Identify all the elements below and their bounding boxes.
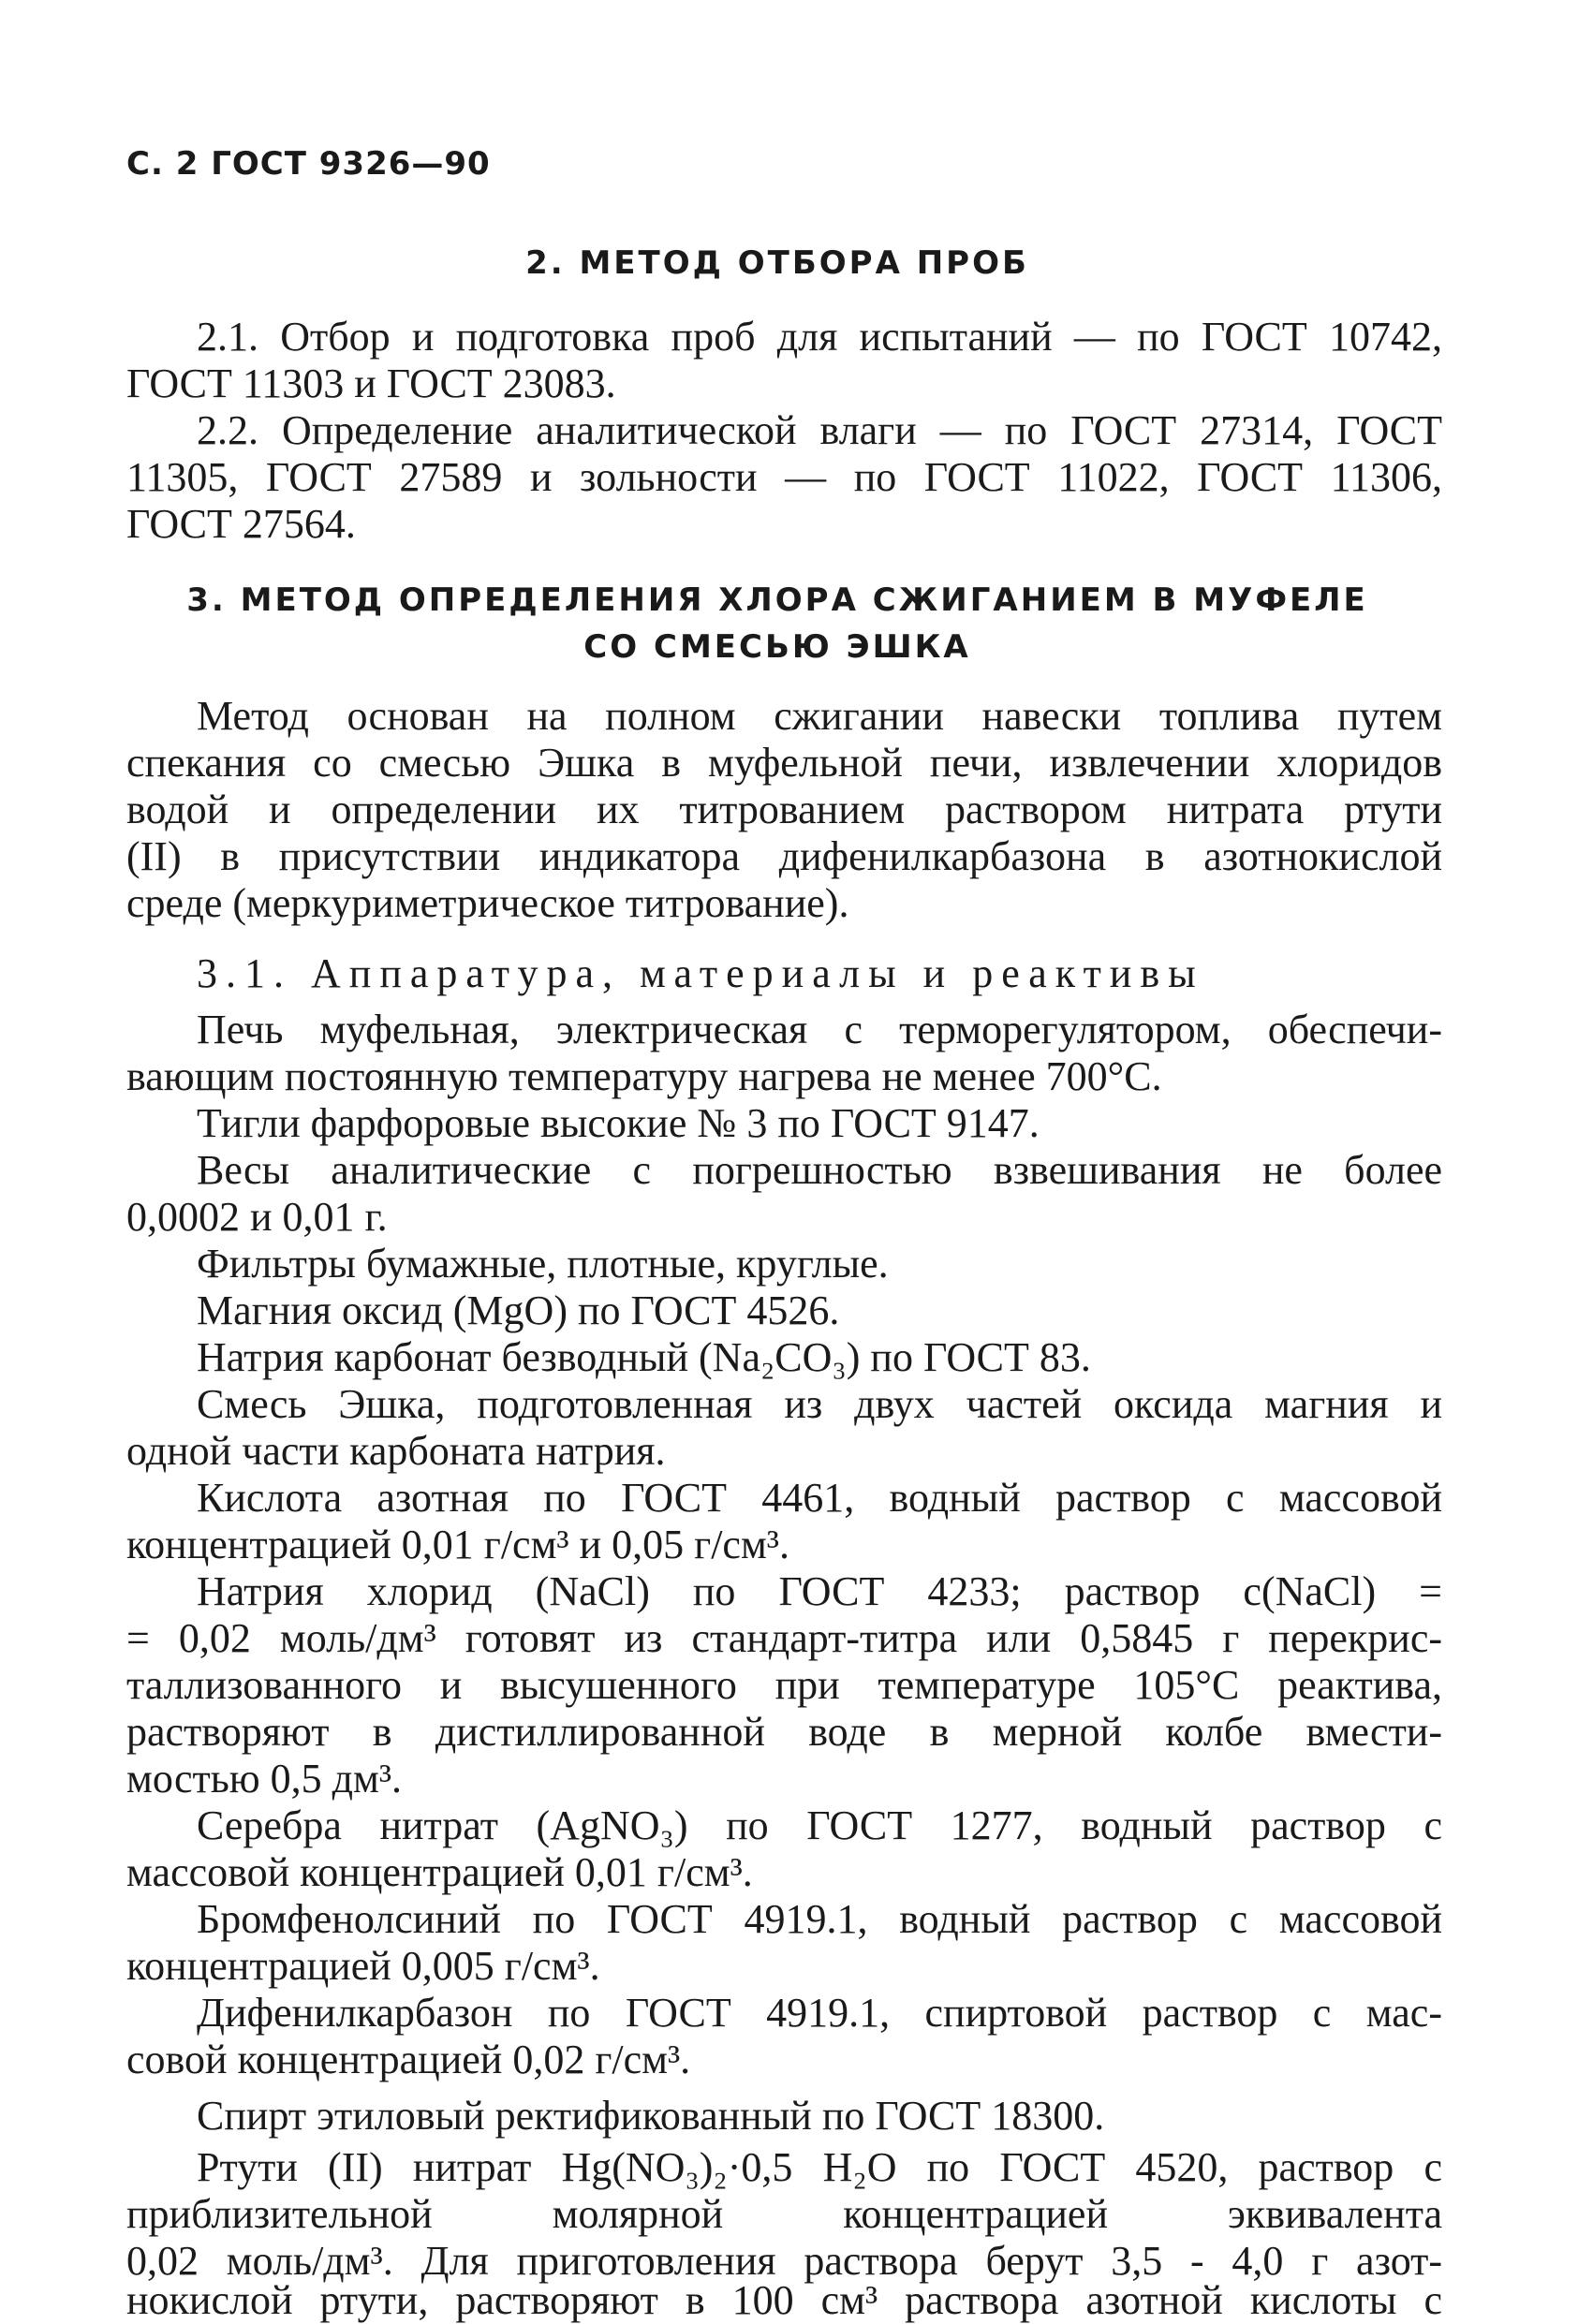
section-2-line: ГОСТ 11303 и ГОСТ 23083. — [126, 360, 616, 406]
intro-line: Метод основан на полном сжигании навески топлива путем — [197, 693, 1442, 739]
item-line: концентрацией 0,005 г/см³. — [126, 1943, 600, 1989]
section-3-title: 3. МЕТОД ОПРЕДЕЛЕНИЯ ХЛОРА СЖИГАНИЕМ В МУФЕЛЕ — [186, 581, 1368, 619]
item-line: Ртути (II) нитрат Hg(NO₃)₂·0,5 H₂O по ГОСТ 4520, раствор с — [197, 2144, 1442, 2190]
item-line: совой концентрацией 0,02 г/см³. — [126, 2037, 691, 2082]
item-line: нокислой ртути, растворяют в 100 см³ раствора азотной кислоты с — [126, 2277, 1442, 2323]
intro-line: (II) в присутствии индикатора дифенилкарбазона в азотнокислой — [126, 833, 1442, 879]
item-line: Кислота азотная по ГОСТ 4461, водный раствор с массовой — [197, 1475, 1442, 1521]
section-2-line: 2.1. Отбор и подготовка проб для испытаний — по ГОСТ 10742, — [197, 314, 1442, 360]
item-line: 0,0002 и 0,01 г. — [126, 1194, 388, 1240]
item-line: Натрия хлорид (NaCl) по ГОСТ 4233; раствор c(NaCl) = — [197, 1568, 1442, 1614]
subsection-title: 3.1. Аппаратура, материалы и реактивы — [197, 950, 1204, 996]
section-3-title-cont: СО СМЕСЬЮ ЭШКА — [583, 628, 971, 666]
item-line: Натрия карбонат безводный (Na₂CO₃) по ГОСТ 83. — [197, 1334, 1091, 1380]
item-line: вающим постоянную температуру нагрева не менее 700°С. — [126, 1053, 1162, 1099]
intro-line: водой и определении их титрованием раствором нитрата ртути — [126, 787, 1442, 832]
item-line: одной части карбоната натрия. — [126, 1428, 666, 1474]
item-line: Фильтры бумажные, плотные, круглые. — [197, 1241, 889, 1287]
intro-line: среде (меркуриметрическое титрование). — [126, 880, 849, 926]
item-line: = 0,02 моль/дм³ готовят из стандарт-титра или 0,5845 г перекрис- — [126, 1615, 1442, 1661]
item-line: Тигли фарфоровые высокие № 3 по ГОСТ 9147. — [197, 1100, 1040, 1146]
item-line: мостью 0,5 дм³. — [126, 1756, 403, 1802]
item-line: Бромфенолсиний по ГОСТ 4919.1, водный раствор с массовой — [197, 1896, 1442, 1942]
intro-line: спекания со смесью Эшка в муфельной печи, извлечении хлоридов — [126, 740, 1442, 786]
section-2-line: ГОСТ 27564. — [126, 501, 356, 547]
item-line: массовой концентрацией 0,01 г/см³. — [126, 1849, 753, 1895]
page-header: С. 2 ГОСТ 9326—90 — [126, 145, 491, 183]
item-line: Спирт этиловый ректификованный по ГОСТ 18300. — [197, 2093, 1105, 2139]
item-line: растворяют в дистиллированной воде в мерной колбе вмести- — [126, 1709, 1442, 1755]
item-line: Смесь Эшка, подготовленная из двух частей оксида магния и — [197, 1381, 1442, 1427]
item-line: Дифенилкарбазон по ГОСТ 4919.1, спиртовой раствор с мас- — [197, 1990, 1442, 2036]
section-2-title: 2. МЕТОД ОТБОРА ПРОБ — [525, 244, 1029, 282]
item-line: Серебра нитрат (AgNO₃) по ГОСТ 1277, водный раствор с — [197, 1802, 1442, 1848]
item-line: 0,02 моль/дм³. Для приготовления раствора берут 3,5 - 4,0 г азот- — [126, 2238, 1442, 2284]
item-line: приблизительной молярной концентрацией эквивалента — [126, 2191, 1442, 2237]
item-line: Печь муфельная, электрическая с терморегулятором, обеспечи- — [197, 1007, 1442, 1052]
item-line: концентрацией 0,01 г/см³ и 0,05 г/см³. — [126, 1522, 789, 1567]
section-2-line: 2.2. Определение аналитической влаги — по ГОСТ 27314, ГОСТ — [197, 407, 1442, 453]
item-line: таллизованного и высушенного при температуре 105°С реактива, — [126, 1662, 1442, 1708]
item-line: Магния оксид (MgO) по ГОСТ 4526. — [197, 1287, 840, 1333]
item-line: Весы аналитические с погрешностью взвешивания не более — [197, 1147, 1442, 1193]
section-2-line: 11305, ГОСТ 27589 и зольности — по ГОСТ 11022, ГОСТ 11306, — [126, 454, 1442, 500]
